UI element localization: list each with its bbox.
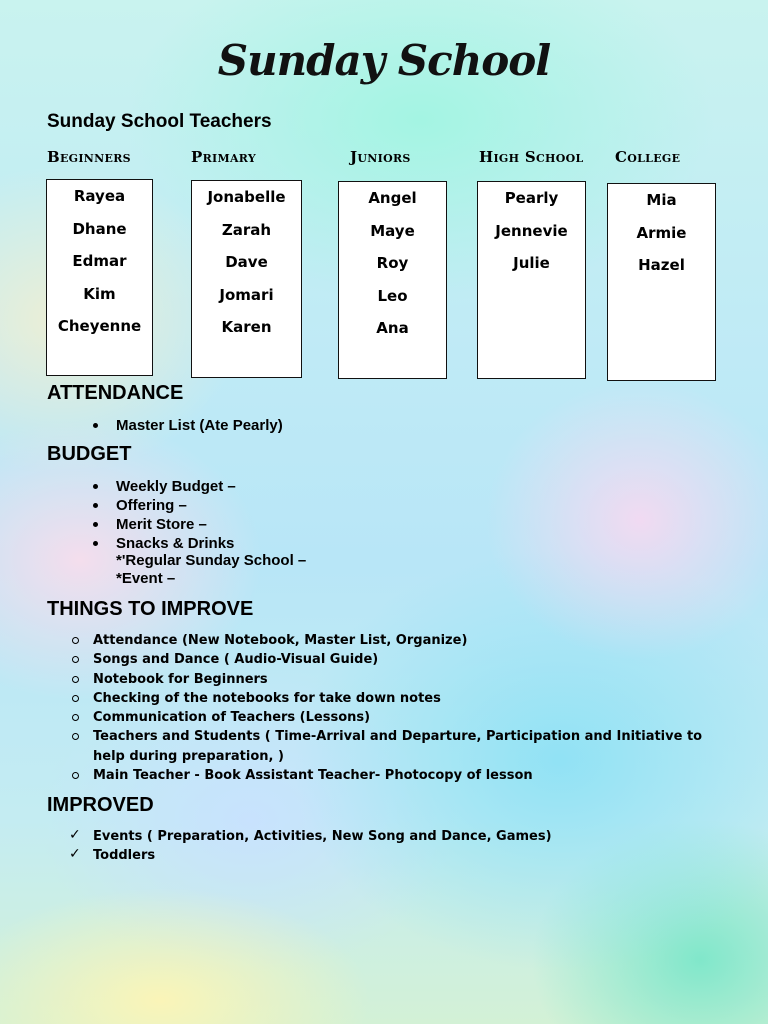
list-item: Attendance (New Notebook, Master List, Organize) xyxy=(93,631,718,650)
teacher-name: Pearly xyxy=(504,189,559,207)
budget-list xyxy=(116,477,236,553)
teacher-name: Maye xyxy=(370,221,415,240)
circle-bullet-icon xyxy=(72,772,79,779)
high-school-box xyxy=(477,181,586,379)
teacher-name: Cheyenne xyxy=(57,317,142,335)
improved-heading: IMPROVED xyxy=(47,794,154,816)
list-item: Snacks & Drinks xyxy=(116,534,236,553)
list-item: Weekly Budget – xyxy=(116,477,236,496)
column-header-college: College xyxy=(615,148,681,166)
improved-list xyxy=(69,827,552,866)
list-item: Offering – xyxy=(116,496,236,515)
column-header-beginners: Beginners xyxy=(47,148,131,166)
list-item: Communication of Teachers (Lessons) xyxy=(93,708,718,727)
list-item: Teachers and Students ( Time-Arrival and Departure, Participation and Initiative to help during preparation, ) xyxy=(93,727,718,766)
list-item: Merit Store – xyxy=(116,515,236,534)
teacher-name: Edmar xyxy=(72,252,127,270)
checkmark-icon: ✓ xyxy=(69,827,81,843)
teacher-name: Karen xyxy=(221,318,272,336)
circle-bullet-icon xyxy=(72,714,79,721)
improve-heading: THINGS TO IMPROVE xyxy=(47,598,254,620)
list-item: Main Teacher - Book Assistant Teacher- Photocopy of lesson xyxy=(93,766,718,785)
teacher-name: Julie xyxy=(513,254,550,272)
circle-bullet-icon xyxy=(72,637,79,644)
budget-heading: BUDGET xyxy=(47,443,132,465)
teacher-name: Jennevie xyxy=(495,221,568,240)
list-item: Master List (Ate Pearly) xyxy=(116,416,283,435)
bullet-icon xyxy=(93,484,98,489)
bullet-icon xyxy=(93,503,98,508)
teacher-name: Roy xyxy=(376,254,409,272)
teacher-name: Kim xyxy=(83,284,116,303)
list-item: Songs and Dance ( Audio-Visual Guide) xyxy=(93,650,718,669)
circle-bullet-icon xyxy=(72,695,79,702)
bullet-icon xyxy=(93,541,98,546)
teacher-name: Jonabelle xyxy=(207,188,286,206)
teacher-name: Angel xyxy=(368,189,417,207)
circle-bullet-icon xyxy=(72,733,79,740)
circle-bullet-icon xyxy=(72,676,79,683)
teacher-name: Leo xyxy=(377,286,408,305)
teacher-name: Dave xyxy=(225,253,268,271)
attendance-list xyxy=(116,416,283,435)
list-item: Checking of the notebooks for take down notes xyxy=(93,689,718,708)
budget-sub-item: *'Regular Sunday School – xyxy=(116,552,307,569)
bullet-icon xyxy=(93,423,98,428)
budget-sub-item: *Event – xyxy=(116,570,176,587)
bullet-icon xyxy=(93,522,98,527)
column-header-high-school: High School xyxy=(479,148,584,166)
teacher-name: Hazel xyxy=(638,256,685,274)
list-item: ✓ Events ( Preparation, Activities, New Song and Dance, Games) xyxy=(69,827,552,844)
teacher-name: Armie xyxy=(636,223,687,242)
teacher-name: Mia xyxy=(646,191,677,209)
teacher-name: Dhane xyxy=(72,219,127,238)
juniors-box xyxy=(338,181,447,379)
college-box xyxy=(607,183,716,381)
teacher-name: Rayea xyxy=(73,187,126,205)
teacher-name: Zarah xyxy=(221,220,272,239)
primary-box xyxy=(191,180,302,378)
checkmark-icon: ✓ xyxy=(69,846,81,863)
circle-bullet-icon xyxy=(72,656,79,663)
attendance-heading: ATTENDANCE xyxy=(47,382,184,404)
page-title: Sunday School xyxy=(217,36,551,85)
beginners-box xyxy=(46,179,153,376)
improve-list xyxy=(93,631,718,785)
column-header-juniors: Juniors xyxy=(350,148,411,166)
list-item: Notebook for Beginners xyxy=(93,670,718,689)
list-item: ✓ Toddlers xyxy=(69,846,156,864)
teacher-name: Ana xyxy=(376,319,409,337)
teachers-heading: Sunday School Teachers xyxy=(47,111,272,132)
column-header-primary: Primary xyxy=(191,148,257,166)
teacher-name: Jomari xyxy=(219,285,274,304)
